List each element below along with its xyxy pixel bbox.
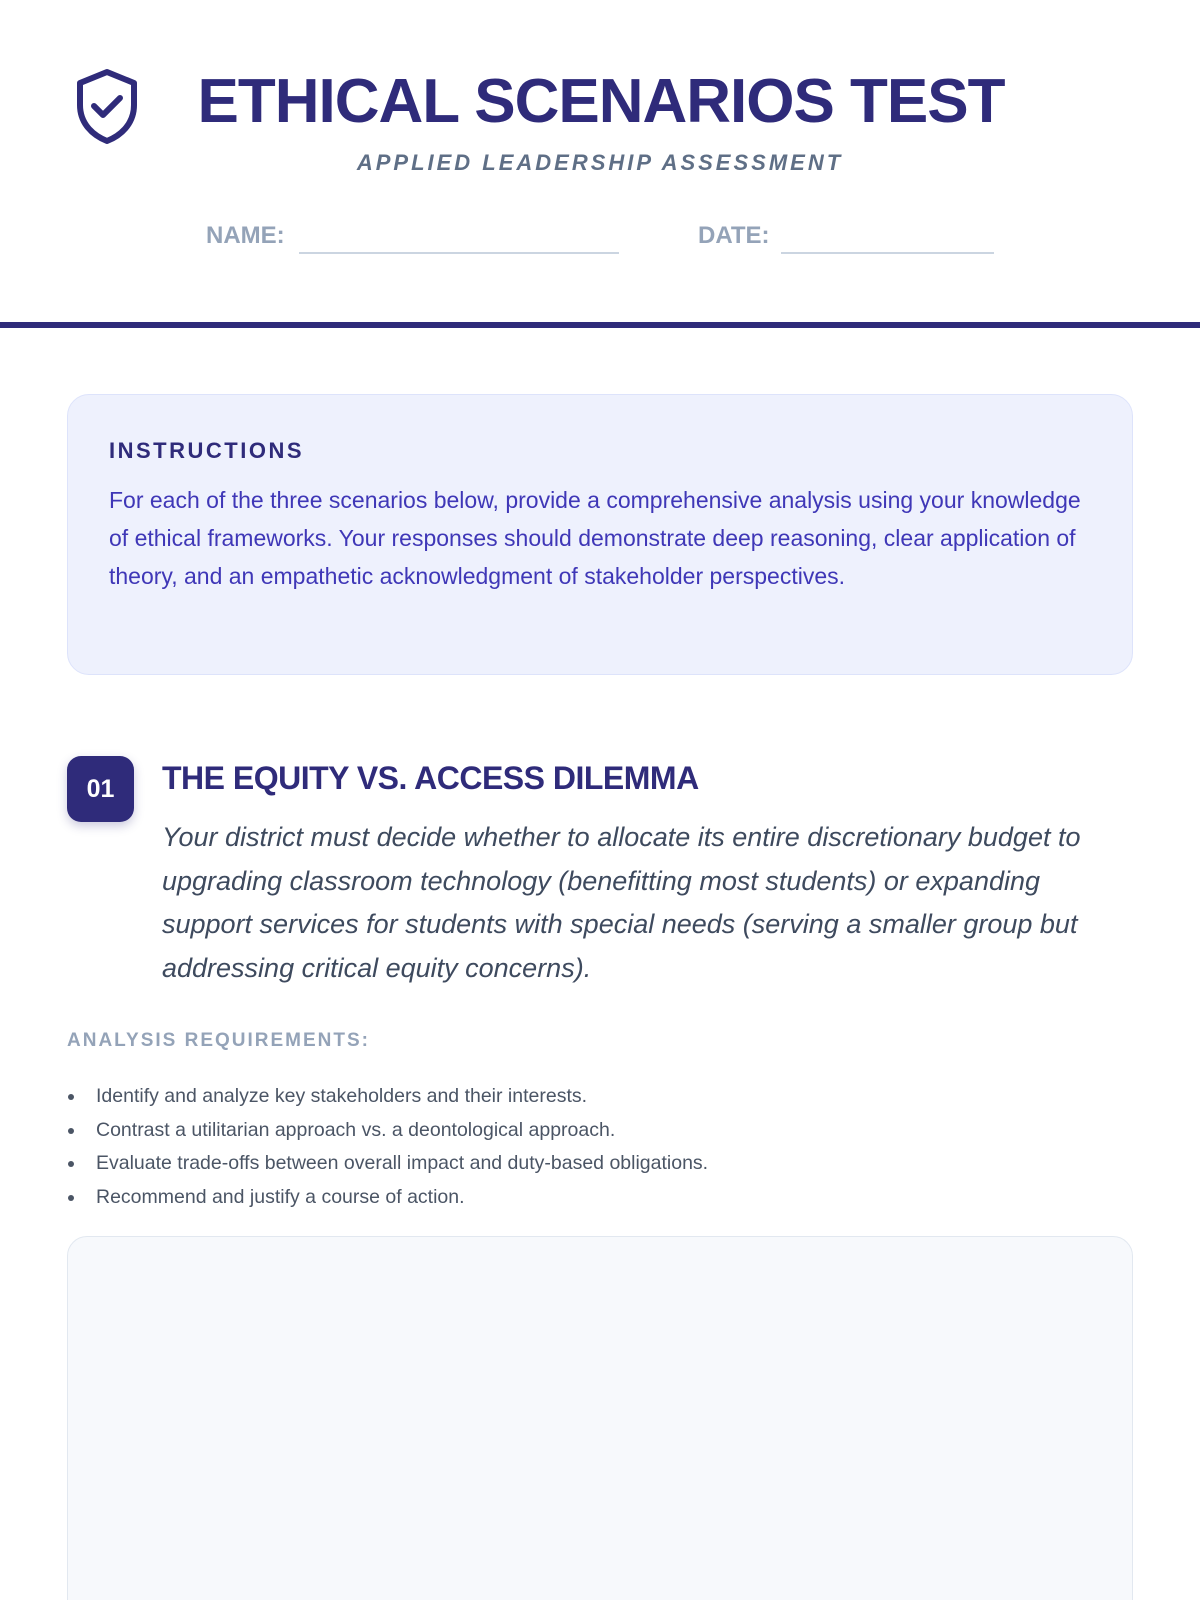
scenario-title: THE EQUITY VS. ACCESS DILEMMA xyxy=(162,760,699,796)
date-field[interactable] xyxy=(781,252,994,254)
analysis-requirements-list xyxy=(67,1080,708,1214)
name-field[interactable] xyxy=(299,252,619,254)
instructions-box xyxy=(67,394,1133,675)
date-label: DATE: xyxy=(698,222,770,249)
page-header xyxy=(0,0,1200,328)
list-item: Evaluate trade-offs between overall impact and duty-based obligations. xyxy=(67,1147,708,1181)
list-item: Identify and analyze key stakeholders and their interests. xyxy=(67,1080,708,1114)
name-label: NAME: xyxy=(206,222,285,249)
instructions-body: For each of the three scenarios below, provide a comprehensive analysis using your knowledge of ethical frameworks. Your responses should demonstrate deep reasoning, clear application of theory, and an empathetic acknowledgment of stakeholder perspectives. xyxy=(109,487,1081,589)
analysis-requirements-label: ANALYSIS REQUIREMENTS: xyxy=(67,1030,370,1051)
page-subtitle: APPLIED LEADERSHIP ASSESSMENT xyxy=(356,150,844,175)
scenario-number-badge: 01 xyxy=(67,756,134,822)
answer-area[interactable] xyxy=(67,1236,1133,1600)
instructions-heading: INSTRUCTIONS xyxy=(109,438,304,463)
list-item: Contrast a utilitarian approach vs. a deontological approach. xyxy=(67,1114,708,1148)
scenario-description: Your district must decide whether to allocate its entire discretionary budget to upgrading classroom technology (benefitting most students) or expanding support services for students with special needs (serving a smaller group but addressing critical equity concerns). xyxy=(162,822,1081,983)
list-item: Recommend and justify a course of action. xyxy=(67,1181,708,1215)
page-title: ETHICAL SCENARIOS TEST xyxy=(197,67,1005,136)
